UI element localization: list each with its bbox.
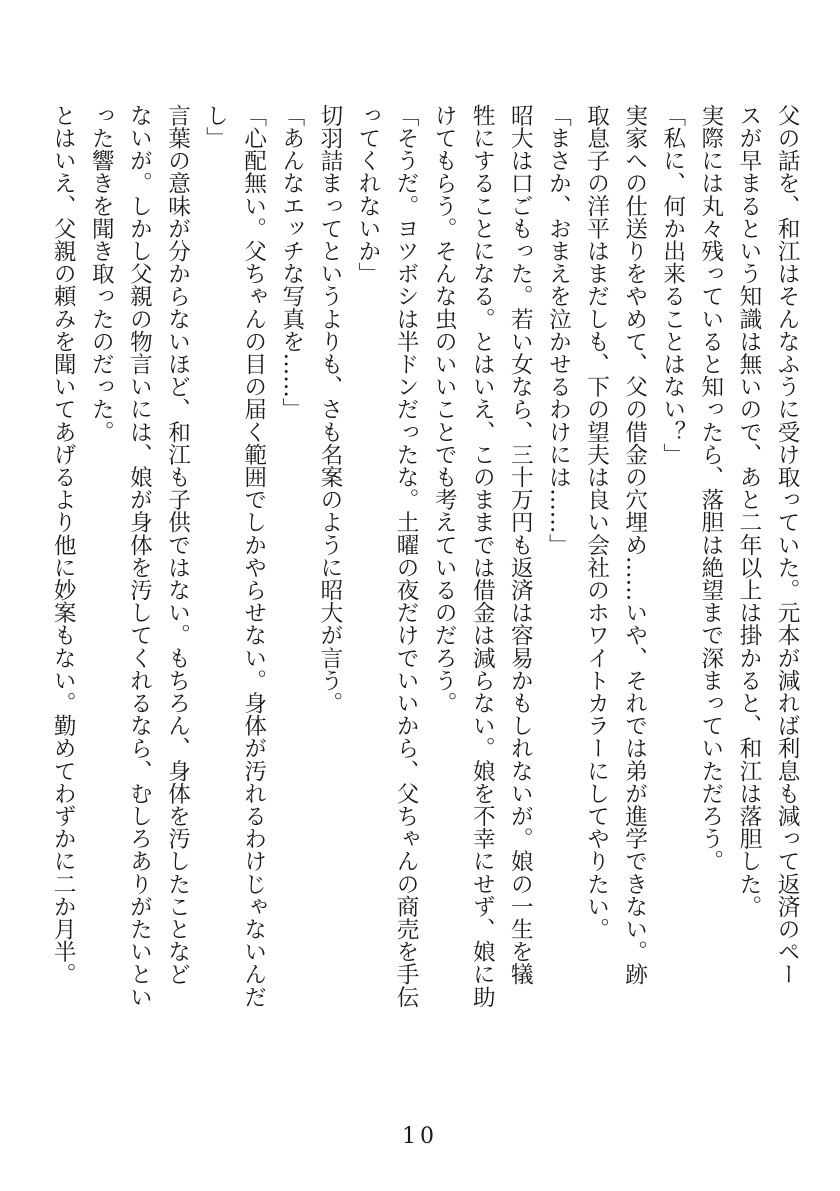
text-line: 「そうだ。ヨツボシは半ドンだったな。土曜の夜だけでいいから、父ちゃんの商売を手伝 bbox=[393, 104, 420, 1008]
text-line: 牲にすることになる。とはいえ、このままでは借金は減らない。娘を不幸にせず、娘に助 bbox=[469, 104, 496, 1008]
text-line: し」 bbox=[202, 104, 229, 150]
text-line: 「私に、何か出来ることはない？」 bbox=[659, 104, 686, 466]
text-line: 実家への仕送りをやめて、父の借金の穴埋め……いや、それでは弟が進学できない。跡 bbox=[621, 104, 648, 986]
text-line: 「まさか、おまえを泣かせるわけには……」 bbox=[545, 104, 572, 556]
text-line: 取息子の洋平はまだしも、下の望夫は良い会社のホワイトカラーにしてやりたい。 bbox=[583, 104, 610, 941]
page-number: 10 bbox=[402, 1124, 438, 1149]
text-line: スが早まるという知識は無いので、あと二年以上は掛かると、和江は落胆した。 bbox=[735, 104, 762, 918]
text-line: 実際には丸々残っていると知ったら、落胆は絶望まで深まっていただろう。 bbox=[697, 104, 724, 873]
text-line: 昭大は口ごもった。若い女なら、三十万円も返済は容易かもしれないが。娘の一生を犠 bbox=[507, 104, 534, 986]
text-line: 「あんなエッチな写真を……」 bbox=[278, 104, 305, 421]
text-line: ってくれないか」 bbox=[354, 104, 381, 285]
text-line: った響きを聞き取ったのだった。 bbox=[88, 104, 115, 443]
text-line: ないが。しかし父親の物言いには、娘が身体を汚してくれるなら、むしろありがたいとい bbox=[126, 104, 153, 1008]
text-line: けてもらう。そんな虫のいいことでも考えているのだろう。 bbox=[431, 104, 458, 715]
body-text bbox=[44, 104, 806, 1009]
text-line: 切羽詰まってというよりも、さも名案のように昭大が言う。 bbox=[316, 104, 343, 715]
text-line: 言葉の意味が分からないほど、和江も子供ではない。もちろん、身体を汚したことなど bbox=[164, 104, 191, 986]
text-line: 父の話を、和江はそんなふうに受け取っていた。元本が減れば利息も減って返済のペー bbox=[774, 104, 800, 986]
text-line: とはいえ、父親の頼みを聞いてあげるより他に妙案もない。勤めてわずかに二か月半。 bbox=[50, 104, 77, 986]
text-line: 「心配無い。父ちゃんの目の届く範囲でしかやらせない。身体が汚れるわけじゃないんだ bbox=[240, 104, 267, 1008]
